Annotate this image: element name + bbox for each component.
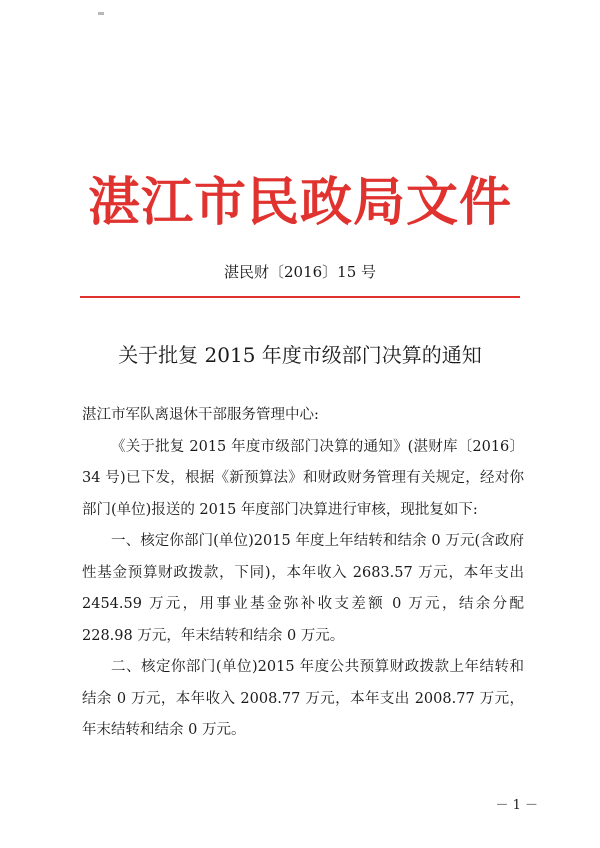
paragraph-item-1: 一、核定你部门(单位)2015 年度上年结转和结余 0 万元(含政府性基金预算财政拨款，下同)，本年收入 2683.57 万元，本年支出 2454.59 万元，用事业基金弥补收支差额 0 万元，结余分配 228.98 万元，年末结转和结余 0 万元。: [82, 533, 524, 644]
addressee: 湛江市军队离退休干部服务管理中心:: [82, 407, 319, 423]
notice-title: 关于批复 2015 年度市级部门决算的通知: [118, 343, 482, 367]
paragraph-item-2: 二、核定你部门(单位)2015 年度公共预算财政拨款上年结转和结余 0 万元，本年收入 2008.77 万元，本年支出 2008.77 万元，年末结转和结余 0 万元。: [82, 659, 524, 738]
document-number: 湛民财〔2016〕15 号: [223, 263, 377, 281]
scan-mark: [98, 12, 104, 15]
document-body: [82, 400, 524, 747]
paragraph-intro: 《关于批复 2015 年度市级部门决算的通知》(湛财库〔2016〕34 号)已下发，根据《新预算法》和财政财务管理有关规定，经对你部门(单位)报送的 2015 年度部门决算进行审核，现批复如下:: [82, 438, 524, 518]
red-divider-line: [80, 296, 520, 298]
page-number: － 1 －: [495, 798, 538, 813]
issuing-authority-title: 湛江市民政局文件: [87, 173, 512, 233]
